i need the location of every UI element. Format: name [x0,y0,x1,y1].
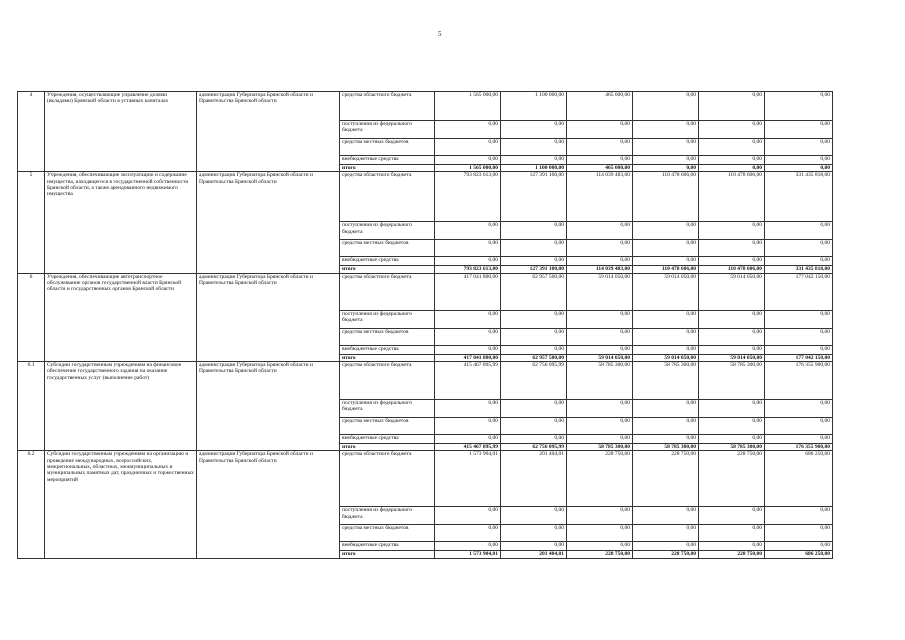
funding-source: средства местных бюджетов [340,525,435,542]
funding-source: внебюджетные средства [340,257,435,266]
amount-cell: 62 756 095,99 [501,443,567,450]
amount-cell: 58 785 300,00 [633,361,699,399]
amount-cell: 1 573 904,01 [435,451,501,507]
budget-table [17,91,833,559]
amount-cell: 0,00 [435,121,501,139]
amount-cell: 0,00 [633,328,699,345]
amount-cell: 0,00 [765,139,833,156]
amount-cell: 58 785 300,00 [699,361,765,399]
amount-cell: 127 391 100,00 [501,172,567,222]
amount-cell: 0,00 [765,542,833,551]
amount-cell: 0,00 [435,310,501,328]
amount-cell: 0,00 [699,399,765,417]
amount-cell: 686 250,00 [765,551,833,558]
amount-cell: 0,00 [501,240,567,257]
amount-cell: 465 000,00 [567,92,633,121]
amount-cell: 110 478 606,00 [633,172,699,222]
amount-cell: 0,00 [435,328,501,345]
amount-cell: 176 355 900,00 [765,443,833,450]
funding-source: внебюджетные средства [340,434,435,443]
table-row [18,172,833,222]
amount-cell: 0,00 [633,525,699,542]
amount-cell: 0,00 [699,165,765,172]
funding-source: средства областного бюджета [340,273,435,310]
funding-source: средства областного бюджета [340,172,435,222]
amount-cell: 0,00 [435,139,501,156]
executor-name: администрация Губернатора Брянской области и Правительства Брянской области [197,451,340,558]
row-number: 6 [18,273,45,361]
amount-cell: 0,00 [765,417,833,434]
amount-cell: 0,00 [567,507,633,525]
amount-cell: 59 014 050,00 [699,273,765,310]
funding-source: поступления из федерального бюджета [340,399,435,417]
amount-cell: 59 014 050,00 [567,354,633,361]
amount-cell: 62 957 500,00 [501,354,567,361]
amount-cell: 793 823 613,00 [435,266,501,273]
amount-cell: 1 100 000,00 [501,92,567,121]
funding-source: итого [340,266,435,273]
table-row [18,361,833,399]
amount-cell: 0,00 [633,434,699,443]
row-number: 6.2 [18,451,45,558]
amount-cell: 228 750,00 [633,551,699,558]
amount-cell: 0,00 [765,257,833,266]
amount-cell: 228 750,00 [567,451,633,507]
amount-cell: 0,00 [567,156,633,165]
amount-cell: 0,00 [633,121,699,139]
amount-cell: 0,00 [633,92,699,121]
amount-cell: 0,00 [501,525,567,542]
amount-cell: 0,00 [501,542,567,551]
amount-cell: 0,00 [765,121,833,139]
amount-cell: 0,00 [633,165,699,172]
amount-cell: 59 014 050,00 [633,273,699,310]
executor-name: администрация Губернатора Брянской области и Правительства Брянской области [197,92,340,172]
amount-cell: 0,00 [699,257,765,266]
funding-source: средства местных бюджетов [340,139,435,156]
funding-source: средства областного бюджета [340,361,435,399]
amount-cell: 0,00 [501,139,567,156]
amount-cell: 110 478 606,00 [633,266,699,273]
amount-cell: 0,00 [765,434,833,443]
amount-cell: 0,00 [501,156,567,165]
amount-cell: 0,00 [567,139,633,156]
amount-cell: 0,00 [567,121,633,139]
amount-cell: 59 014 050,00 [567,273,633,310]
funding-source: средства местных бюджетов [340,240,435,257]
amount-cell: 201 404,01 [501,451,567,507]
amount-cell: 0,00 [435,345,501,354]
amount-cell: 0,00 [765,92,833,121]
amount-cell: 0,00 [699,156,765,165]
funding-source: внебюджетные средства [340,542,435,551]
funding-source: средства местных бюджетов [340,328,435,345]
amount-cell: 0,00 [699,92,765,121]
amount-cell: 0,00 [765,399,833,417]
amount-cell: 177 042 150,00 [765,273,833,310]
amount-cell: 58 785 300,00 [699,443,765,450]
amount-cell: 58 785 300,00 [633,443,699,450]
amount-cell: 465 000,00 [567,165,633,172]
funding-source: поступления из федерального бюджета [340,310,435,328]
funding-source: поступления из федерального бюджета [340,507,435,525]
amount-cell: 0,00 [435,156,501,165]
amount-cell: 0,00 [633,542,699,551]
amount-cell: 0,00 [435,542,501,551]
amount-cell: 331 435 818,00 [765,172,833,222]
funding-source: итого [340,551,435,558]
amount-cell: 177 042 150,00 [765,354,833,361]
amount-cell: 0,00 [633,345,699,354]
amount-cell: 0,00 [765,156,833,165]
amount-cell: 0,00 [633,222,699,240]
amount-cell: 0,00 [765,345,833,354]
amount-cell: 0,00 [501,328,567,345]
amount-cell: 0,00 [633,257,699,266]
amount-cell: 0,00 [765,165,833,172]
table-row [18,273,833,310]
amount-cell: 62 957 500,00 [501,273,567,310]
amount-cell: 0,00 [699,417,765,434]
amount-cell: 415 467 895,99 [435,443,501,450]
amount-cell: 0,00 [435,257,501,266]
amount-cell: 0,00 [765,240,833,257]
amount-cell: 176 355 900,00 [765,361,833,399]
amount-cell: 0,00 [699,525,765,542]
funding-source: средства областного бюджета [340,92,435,121]
row-number: 5 [18,172,45,273]
funding-source: поступления из федерального бюджета [340,121,435,139]
amount-cell: 0,00 [501,222,567,240]
amount-cell: 0,00 [765,525,833,542]
amount-cell: 228 750,00 [699,451,765,507]
amount-cell: 0,00 [699,139,765,156]
amount-cell: 0,00 [567,222,633,240]
amount-cell: 1 573 904,01 [435,551,501,558]
amount-cell: 0,00 [699,434,765,443]
funding-source: итого [340,165,435,172]
measure-name: Учреждения, обеспечивающие автотранспортное обслуживание органов государственной власти Брянской области и государственных органов Брянской области [45,273,197,361]
row-number: 4 [18,92,45,172]
amount-cell: 0,00 [567,328,633,345]
amount-cell: 58 785 300,00 [567,361,633,399]
measure-name: Учреждения, обеспечивающие эксплуатацию и содержание имущества, находящегося в государственной собственности Брянской области, а также арендованного недвижимого имущества [45,172,197,273]
executor-name: администрация Губернатора Брянской области и Правительства Брянской области [197,273,340,361]
amount-cell: 0,00 [699,345,765,354]
amount-cell: 1 565 000,00 [435,92,501,121]
amount-cell: 0,00 [501,507,567,525]
amount-cell: 0,00 [567,525,633,542]
amount-cell: 686 250,00 [765,451,833,507]
measure-name: Учреждения, осуществляющие управление долями (вкладами) Брянской области в уставных капиталах [45,92,197,172]
page-number: 5 [438,30,442,38]
amount-cell: 793 823 613,00 [435,172,501,222]
amount-cell: 58 785 300,00 [567,443,633,450]
amount-cell: 0,00 [567,240,633,257]
amount-cell: 0,00 [567,542,633,551]
amount-cell: 0,00 [501,310,567,328]
amount-cell: 0,00 [501,121,567,139]
funding-source: внебюджетные средства [340,345,435,354]
amount-cell: 0,00 [435,399,501,417]
amount-cell: 0,00 [765,328,833,345]
amount-cell: 114 039 483,00 [567,266,633,273]
funding-source: итого [340,443,435,450]
amount-cell: 0,00 [501,345,567,354]
amount-cell: 0,00 [567,417,633,434]
amount-cell: 0,00 [699,222,765,240]
amount-cell: 0,00 [765,507,833,525]
amount-cell: 228 750,00 [633,451,699,507]
amount-cell: 331 435 818,00 [765,266,833,273]
amount-cell: 228 750,00 [567,551,633,558]
amount-cell: 0,00 [633,156,699,165]
table-row [18,92,833,121]
amount-cell: 0,00 [435,240,501,257]
amount-cell: 0,00 [633,310,699,328]
amount-cell: 0,00 [633,240,699,257]
executor-name: администрация Губернатора Брянской области и Правительства Брянской области [197,172,340,273]
amount-cell: 0,00 [567,257,633,266]
funding-source: средства областного бюджета [340,451,435,507]
amount-cell: 0,00 [435,417,501,434]
amount-cell: 0,00 [501,417,567,434]
amount-cell: 1 100 000,00 [501,165,567,172]
amount-cell: 0,00 [699,542,765,551]
funding-source: средства местных бюджетов [340,417,435,434]
amount-cell: 59 014 050,00 [633,354,699,361]
amount-cell: 62 756 095,99 [501,361,567,399]
row-number: 6.1 [18,361,45,450]
amount-cell: 0,00 [633,399,699,417]
amount-cell: 0,00 [765,310,833,328]
amount-cell: 0,00 [633,507,699,525]
amount-cell: 228 750,00 [699,551,765,558]
amount-cell: 0,00 [501,257,567,266]
amount-cell: 1 565 000,00 [435,165,501,172]
amount-cell: 0,00 [501,399,567,417]
table-row [18,451,833,507]
amount-cell: 0,00 [633,417,699,434]
amount-cell: 201 404,01 [501,551,567,558]
measure-name: Субсидии государственным учреждениям на организацию и проведение международных, всероссийских, межрегиональных, областных, межмуниципальных и муниципальных памятных дат, праздничных и торжественных мероприятий [45,451,197,558]
amount-cell: 0,00 [435,434,501,443]
measure-name: Субсидии государственным учреждениям на финансовое обеспечение государственного задания на оказание государственных услуг (выполнение работ) [45,361,197,450]
amount-cell: 110 478 606,00 [699,172,765,222]
amount-cell: 0,00 [699,328,765,345]
amount-cell: 114 039 483,00 [567,172,633,222]
amount-cell: 59 014 050,00 [699,354,765,361]
amount-cell: 0,00 [699,121,765,139]
funding-source: внебюджетные средства [340,156,435,165]
amount-cell: 110 478 606,00 [699,266,765,273]
amount-cell: 0,00 [699,240,765,257]
funding-source: поступления из федерального бюджета [340,222,435,240]
amount-cell: 417 041 800,00 [435,354,501,361]
amount-cell: 0,00 [567,345,633,354]
amount-cell: 0,00 [765,222,833,240]
amount-cell: 0,00 [435,525,501,542]
amount-cell: 417 041 800,00 [435,273,501,310]
amount-cell: 0,00 [699,507,765,525]
executor-name: администрация Губернатора Брянской области и Правительства Брянской области [197,361,340,450]
amount-cell: 0,00 [501,434,567,443]
amount-cell: 0,00 [435,222,501,240]
amount-cell: 0,00 [435,507,501,525]
amount-cell: 0,00 [567,434,633,443]
amount-cell: 0,00 [633,139,699,156]
funding-source: итого [340,354,435,361]
amount-cell: 0,00 [699,310,765,328]
amount-cell: 0,00 [567,399,633,417]
amount-cell: 127 391 100,00 [501,266,567,273]
amount-cell: 0,00 [567,310,633,328]
amount-cell: 415 467 895,99 [435,361,501,399]
